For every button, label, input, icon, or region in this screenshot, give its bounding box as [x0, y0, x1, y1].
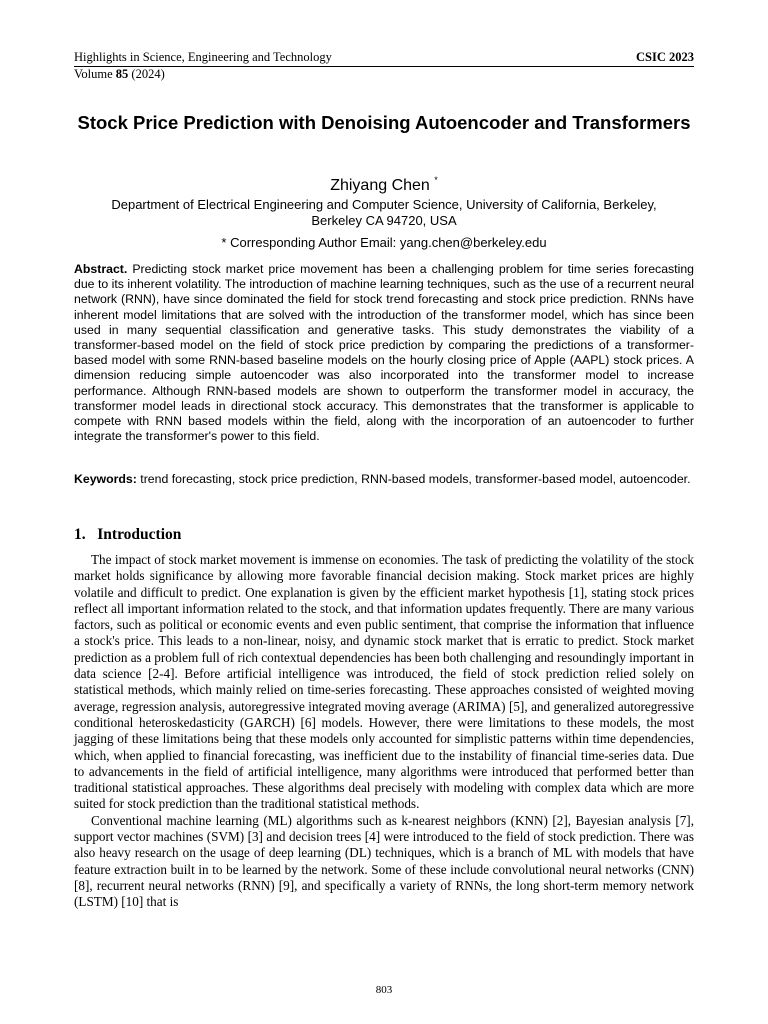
volume-year: (2024) [131, 67, 165, 81]
abstract-label: Abstract. [74, 262, 128, 276]
abstract-text: Predicting stock market price movement has been a challenging problem for time series forecasting due to its inherent volatility. The introduction of machine learning techniques, such as the use of a recurrent neural network (RNN), have since dominated the field for stock trend forecasting and stock price prediction. RNNs have inherent model limitations that are solved with the introduction of the transformer model, which has since been used in many sequential classification and generative tasks. This study demonstrates the viability of a transformer-based model on the field of stock price prediction by comparing the predictions of a transformer-based model with some RNN-based baseline models on the hourly closing price of Apple (AAPL) stock prices. A dimension reducing simple autoencoder was also incorporated into the transformer model to increase performance. Although RNN-based models are shown to outperform the transformer model in accuracy, the transformer model leads in directional stock accuracy. This demonstrates that the transformer is applicable to compete with RNN based models within the field, along with the incorporation of an autoencoder to further integrate the transformer's power to this field. [74, 262, 695, 444]
volume-info [74, 67, 165, 82]
section-body [74, 552, 694, 911]
paper-title: Stock Price Prediction with Denoising Autoencoder and Transformers [77, 112, 691, 133]
paragraph: Conventional machine learning (ML) algorithms such as k-nearest neighbors (KNN) [2], Bayesian analysis [7], support vector machines (SVM) [3] and decision trees [4] were introduced to the field of stock prediction. There was also heavy research on the usage of deep learning (DL) techniques, which is a branch of ML with models that have feature extraction built in to be learned by the network. Some of these include convolutional neural networks (CNN) [8], recurrent neural networks (RNN) [9], and specifically a variety of RNNs, the long short-term memory network (LSTM) [10] that is [74, 812, 694, 910]
author-line [74, 170, 694, 196]
keywords [74, 472, 694, 487]
keywords-text: trend forecasting, stock price prediction, RNN-based models, transformer-based model, autoencoder. [140, 472, 691, 486]
corresponding-author: * Corresponding Author Email: yang.chen@berkeley.edu [221, 235, 547, 250]
section-number: 1. [74, 526, 86, 543]
journal-name: Highlights in Science, Engineering and Technology [74, 50, 332, 64]
volume-number: 85 [115, 67, 129, 81]
abstract [74, 262, 694, 444]
conference-name: CSIC 2023 [636, 50, 694, 64]
author-marker: * [434, 175, 438, 185]
paragraph: The impact of stock market movement is immense on economies. The task of predicting the volatility of the stock market holds significance by allowing more favorable financial decision making. Stock market prices are highly volatile and difficult to predict. One explanation is given by the efficient market hypothesis [1], stating stock prices reflect all important information related to the stock, and that information updates frequently. There are many various factors, such as political or economic events and even public sentiment, that comprise the information that influence a stock's price. This leads to a non-linear, noisy, and dynamic stock market that is erratic to predict. Stock market prediction as a problem full of rich contextual dependencies has been both challenging and resoundingly important in data science [2-4]. Before artificial intelligence was introduced, the field of stock prediction relied solely on statistical methods, which mainly relied on time-series forecasting. These approaches consisted of weighted moving average, regression analysis, autoregressive integrated moving average (ARIMA) [5], and generalized autoregressive conditional heteroskedasticity (GARCH) [6] models. However, there were limitations to these models, the most jagging of these limitations being that these models only accounted for simplistic patterns within time dependencies, which, when applied to financial forecasting, was inefficient due to the instability of financial time-series data. Due to advancements in the field of artificial intelligence, many algorithms were introduced that performed better than traditional statistical approaches. These algorithms deal precisely with modeling with complex data which are more suited for stock prediction than the traditional statistical methods. [74, 552, 694, 812]
page-number: 803 [375, 984, 393, 996]
affiliation-line-1: Department of Electrical Engineering and Computer Science, University of California, Berkeley, [111, 197, 657, 212]
running-header [74, 50, 694, 65]
section-heading [74, 525, 181, 545]
keywords-label: Keywords: [74, 472, 137, 486]
affiliation-line-2: Berkeley CA 94720, USA [311, 213, 457, 228]
section-title: Introduction [97, 526, 182, 543]
volume-label: Volume [74, 67, 113, 81]
affiliation [74, 197, 694, 229]
author-name: Zhiyang Chen [330, 177, 430, 194]
header-rule [74, 66, 694, 67]
